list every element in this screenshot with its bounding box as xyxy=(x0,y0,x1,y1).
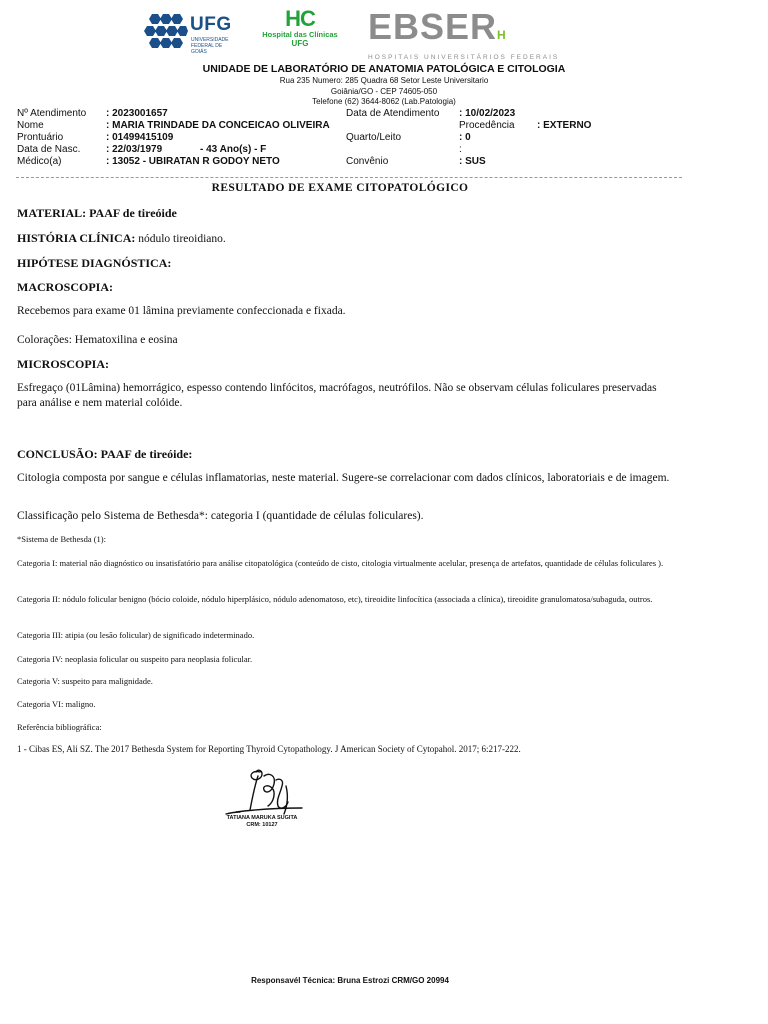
idade-value: - 43 Ano(s) - F xyxy=(200,144,267,155)
ebserh-logo-h: H xyxy=(497,28,507,42)
hc-logo-sub: UFG xyxy=(291,39,309,48)
medico-label: Médico(a) xyxy=(17,156,62,167)
header-logos xyxy=(0,6,768,61)
medico-value: : 13052 - UBIRATAN R GODOY NETO xyxy=(106,156,280,167)
report-title: RESULTADO DE EXAME CITOPATOLÓGICO xyxy=(211,182,469,194)
macroscopia-text: Recebemos para exame 01 lâmina previamente confeccionada e fixada. xyxy=(17,305,346,317)
nascimento-label: Data de Nasc. xyxy=(17,144,81,155)
referencia-1: 1 - Cibas ES, Ali SZ. The 2017 Bethesda System for Reporting Thyroid Cytopathology. J American Society of Cytopahol. 2017; 6:217-222. xyxy=(17,744,521,754)
hc-logo xyxy=(258,8,342,56)
signature-crm: CRM: 10127 xyxy=(246,822,278,828)
atendimento-label: Nº Atendimento xyxy=(17,108,87,119)
ebserh-logo xyxy=(368,6,560,61)
ebserh-logo-subtitle: HOSPITAIS UNIVERSITÁRIOS FEDERAIS xyxy=(368,54,560,61)
bethesda-label: *Sistema de Bethesda (1): xyxy=(17,534,106,544)
categoria-4: Categoria IV: neoplasia folicular ou suspeito para neoplasia folicular. xyxy=(17,654,253,664)
categoria-5: Categoria V: suspeito para malignidade. xyxy=(17,676,153,686)
ufg-logo-subtitle: UNIVERSIDADE FEDERAL DE GOIÁS xyxy=(191,37,229,55)
unit-title: UNIDADE DE LABORATÓRIO DE ANATOMIA PATOLÓGICA E CITOLOGIA xyxy=(202,63,566,75)
procedencia-value: : EXTERNO xyxy=(537,120,592,131)
quarto-label: Quarto/Leito xyxy=(346,132,402,143)
hc-logo-name: Hospital das Clínicas xyxy=(262,30,338,39)
procedencia-label: Procedência xyxy=(459,120,515,131)
categoria-2: Categoria II: nódulo folicular benigno (bócio coloide, nódulo hiperplásico, nódulo adenomatoso, etc), tireoidite linfocítica (associada a clínica), tireoidite granulomatosa/subaguda, outros. xyxy=(17,594,653,604)
categoria-3: Categoria III: atipia (ou lesão folicular) de significado indeterminado. xyxy=(17,630,255,640)
ufg-logo-text: UFG xyxy=(190,14,232,35)
unit-phone: Telefone (62) 3644-8062 (Lab.Patologia) xyxy=(312,97,456,106)
separator-line xyxy=(16,177,682,178)
ebserh-logo-text xyxy=(368,8,554,54)
classificacao-text: Classificação pelo Sistema de Bethesda*: categoria I (quantidade de células foliculares). xyxy=(17,510,424,522)
unit-header xyxy=(0,62,768,108)
macroscopia-heading: MACROSCOPIA: xyxy=(17,280,113,294)
unit-address: Rua 235 Numero: 285 Quadra 68 Setor Leste Universitario xyxy=(279,76,489,85)
hipotese-heading: HIPÓTESE DIAGNÓSTICA: xyxy=(17,256,172,270)
quarto-value: : 0 xyxy=(459,132,471,143)
atendimento-value: : 2023001657 xyxy=(106,108,168,119)
ebserh-logo-main: EBSER xyxy=(368,6,498,47)
referencia-label: Referência bibliográfica: xyxy=(17,722,102,732)
nome-label: Nome xyxy=(17,120,44,131)
nascimento-value: : 22/03/1979 xyxy=(106,144,163,155)
data-atendimento-label: Data de Atendimento xyxy=(346,108,440,119)
data-atendimento-value: : 10/02/2023 xyxy=(459,108,516,119)
historia-label: HISTÓRIA CLÍNICA: xyxy=(17,231,136,245)
categoria-1: Categoria I: material não diagnóstico ou insatisfatório para análise citopatológica (conteúdo de cisto, citologia virtualmente acelular, presença de artefatos, quantidade de células foliculares ). xyxy=(17,558,664,568)
signature-name: TATIANA MARUKA SUGITA xyxy=(226,815,298,821)
blank-colon: : xyxy=(459,144,462,155)
historia-clinica xyxy=(17,231,677,247)
conclusao-heading: CONCLUSÃO: PAAF de tireóide: xyxy=(17,447,193,461)
historia-value: nódulo tireoidiano. xyxy=(135,233,226,245)
signature-block xyxy=(214,815,310,829)
prontuario-label: Prontuário xyxy=(17,132,64,143)
unit-city: Goiânia/GO - CEP 74605-050 xyxy=(330,86,438,96)
conclusao-text: Citologia composta por sangue e células inflamatorias, neste material. Sugere-se correlacionar com dados clínicos, laboratoriais e de imagem. xyxy=(17,472,670,484)
nome-value: : MARIA TRINDADE DA CONCEICAO OLIVEIRA xyxy=(106,120,330,131)
microscopia-text: Esfregaço (01Lâmina) hemorrágico, espesso contendo linfócitos, macrófagos, neutrófilos. Não se observam células foliculares preservadas para análise e nem material colóide. xyxy=(17,382,657,409)
ufg-logo xyxy=(144,12,244,54)
material-heading: MATERIAL: PAAF de tireóide xyxy=(17,206,177,220)
convenio-value: : SUS xyxy=(459,156,486,167)
categoria-6: Categoria VI: maligno. xyxy=(17,699,96,709)
coloracoes-text: Colorações: Hematoxilina e eosina xyxy=(17,334,178,346)
convenio-label: Convênio xyxy=(346,156,389,167)
prontuario-value: : 01499415109 xyxy=(106,132,174,143)
microscopia-heading: MICROSCOPIA: xyxy=(17,357,109,371)
footer-responsavel: Responsavél Técnica: Bruna Estrozi CRM/GO 20994 xyxy=(251,976,449,985)
hc-logo-mark: HC xyxy=(285,6,315,31)
ufg-hexagon-icon xyxy=(144,12,188,52)
